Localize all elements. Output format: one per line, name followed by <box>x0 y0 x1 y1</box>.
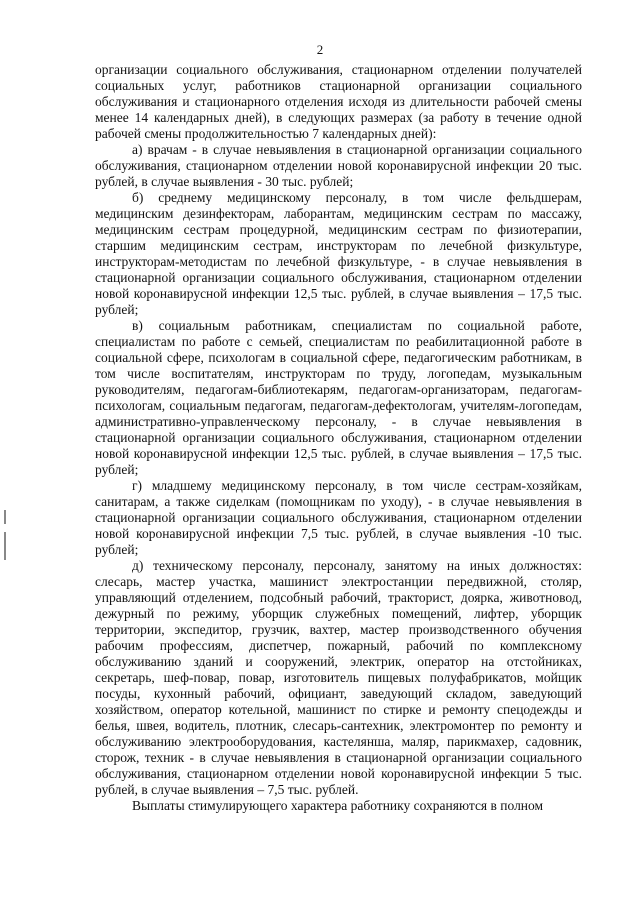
paragraph-item-a: а) врачам - в случае невыявления в стационарной организации социального обслуживания, стационарном отделении новой коронавирусной инфекции 20 тыс. рублей, в случае выявления - 30 тыс. рублей; <box>95 142 582 189</box>
document-body <box>95 62 582 814</box>
margin-mark <box>4 546 6 560</box>
paragraph-item-d: д) техническому персоналу, персоналу, занятому на иных должностях: слесарь, мастер участка, машинист электростанции передвижной, столяр, управляющий отделением, подсобный рабочий, тракторист, доярка, животновод, дежурный по режиму, уборщик служебных помещений, лифтер, уборщик территории, экспедитор, грузчик, вахтер, мастер производственного обучения рабочим профессиям, диспетчер, пожарный, рабочий по комплексному обслуживанию зданий и сооружений, электрик, оператор на отстойниках, секретарь, шеф-повар, повар, изготовитель пищевых полуфабрикатов, мойщик посуды, кухонный рабочий, официант, заведующий складом, заведующий хозяйством, оператор котельной, машинист по стирке и ремонту спецодежды и белья, швея, водитель, плотник, слесарь-сантехник, электромонтер по ремонту и обслуживанию электрооборудования, кастелянша, маляр, парикмахер, садовник, сторож, техник - в случае невыявления в стационарной организации социального обслуживания, стационарном отделении новой коронавирусной инфекции 5 тыс. рублей, в случае выявления – 7,5 тыс. рублей. <box>95 558 582 797</box>
paragraph-item-b: б) среднему медицинскому персоналу, в том числе фельдшерам, медицинским дезинфекторам, лаборантам, медицинским сестрам по массажу, медицинским сестрам процедурной, медицинским сестрам по физиотерапии, старшим медицинским сестрам, инструкторам по лечебной физкультуре, инструкторам-методистам по лечебной физкультуре, - в случае невыявления в стационарной организации социального обслуживания, стационарном отделении новой коронавирусной инфекции 12,5 тыс. рублей, в случае выявления – 17,5 тыс. рублей; <box>95 190 582 317</box>
margin-mark <box>4 510 6 524</box>
paragraph-continuation: организации социального обслуживания, стационарном отделении получателей социальных услуг, работников стационарной организации социального обслуживания и стационарного отделения исходя из длительности рабочей смены менее 14 календарных дней), в следующих размерах (за работу в течение одной рабочей смены продолжительностью 7 календарных дней): <box>95 62 582 141</box>
paragraph-item-v: в) социальным работникам, специалистам по социальной работе, специалистам по работе с семьей, специалистам по реабилитационной работе в социальной сфере, психологам в социальной сфере, педагогическим работникам, в том числе воспитателям, инструкторам по труду, логопедам, музыкальным руководителям, педагогам-библиотекарям, педагогам-организаторам, педагогам-психологам, социальным педагогам, педагогам-дефектологам, учителям-логопедам, административно-управленческому персоналу, - в случае невыявления в стационарной организации социального обслуживания, стационарном отделении новой коронавирусной инфекции 12,5 тыс. рублей, в случае выявления – 17,5 тыс. рублей; <box>95 318 582 477</box>
paragraph-item-g: г) младшему медицинскому персоналу, в том числе сестрам-хозяйкам, санитарам, а также сиделкам (помощникам по уходу), - в случае невыявления в стационарной организации социального обслуживания, стационарном отделении новой коронавирусной инфекции 7,5 тыс. рублей, в случае выявления -10 тыс. рублей; <box>95 478 582 557</box>
margin-mark <box>4 532 6 546</box>
paragraph-closing: Выплаты стимулирующего характера работнику сохраняются в полном <box>132 798 544 813</box>
page-number: 2 <box>316 42 324 57</box>
